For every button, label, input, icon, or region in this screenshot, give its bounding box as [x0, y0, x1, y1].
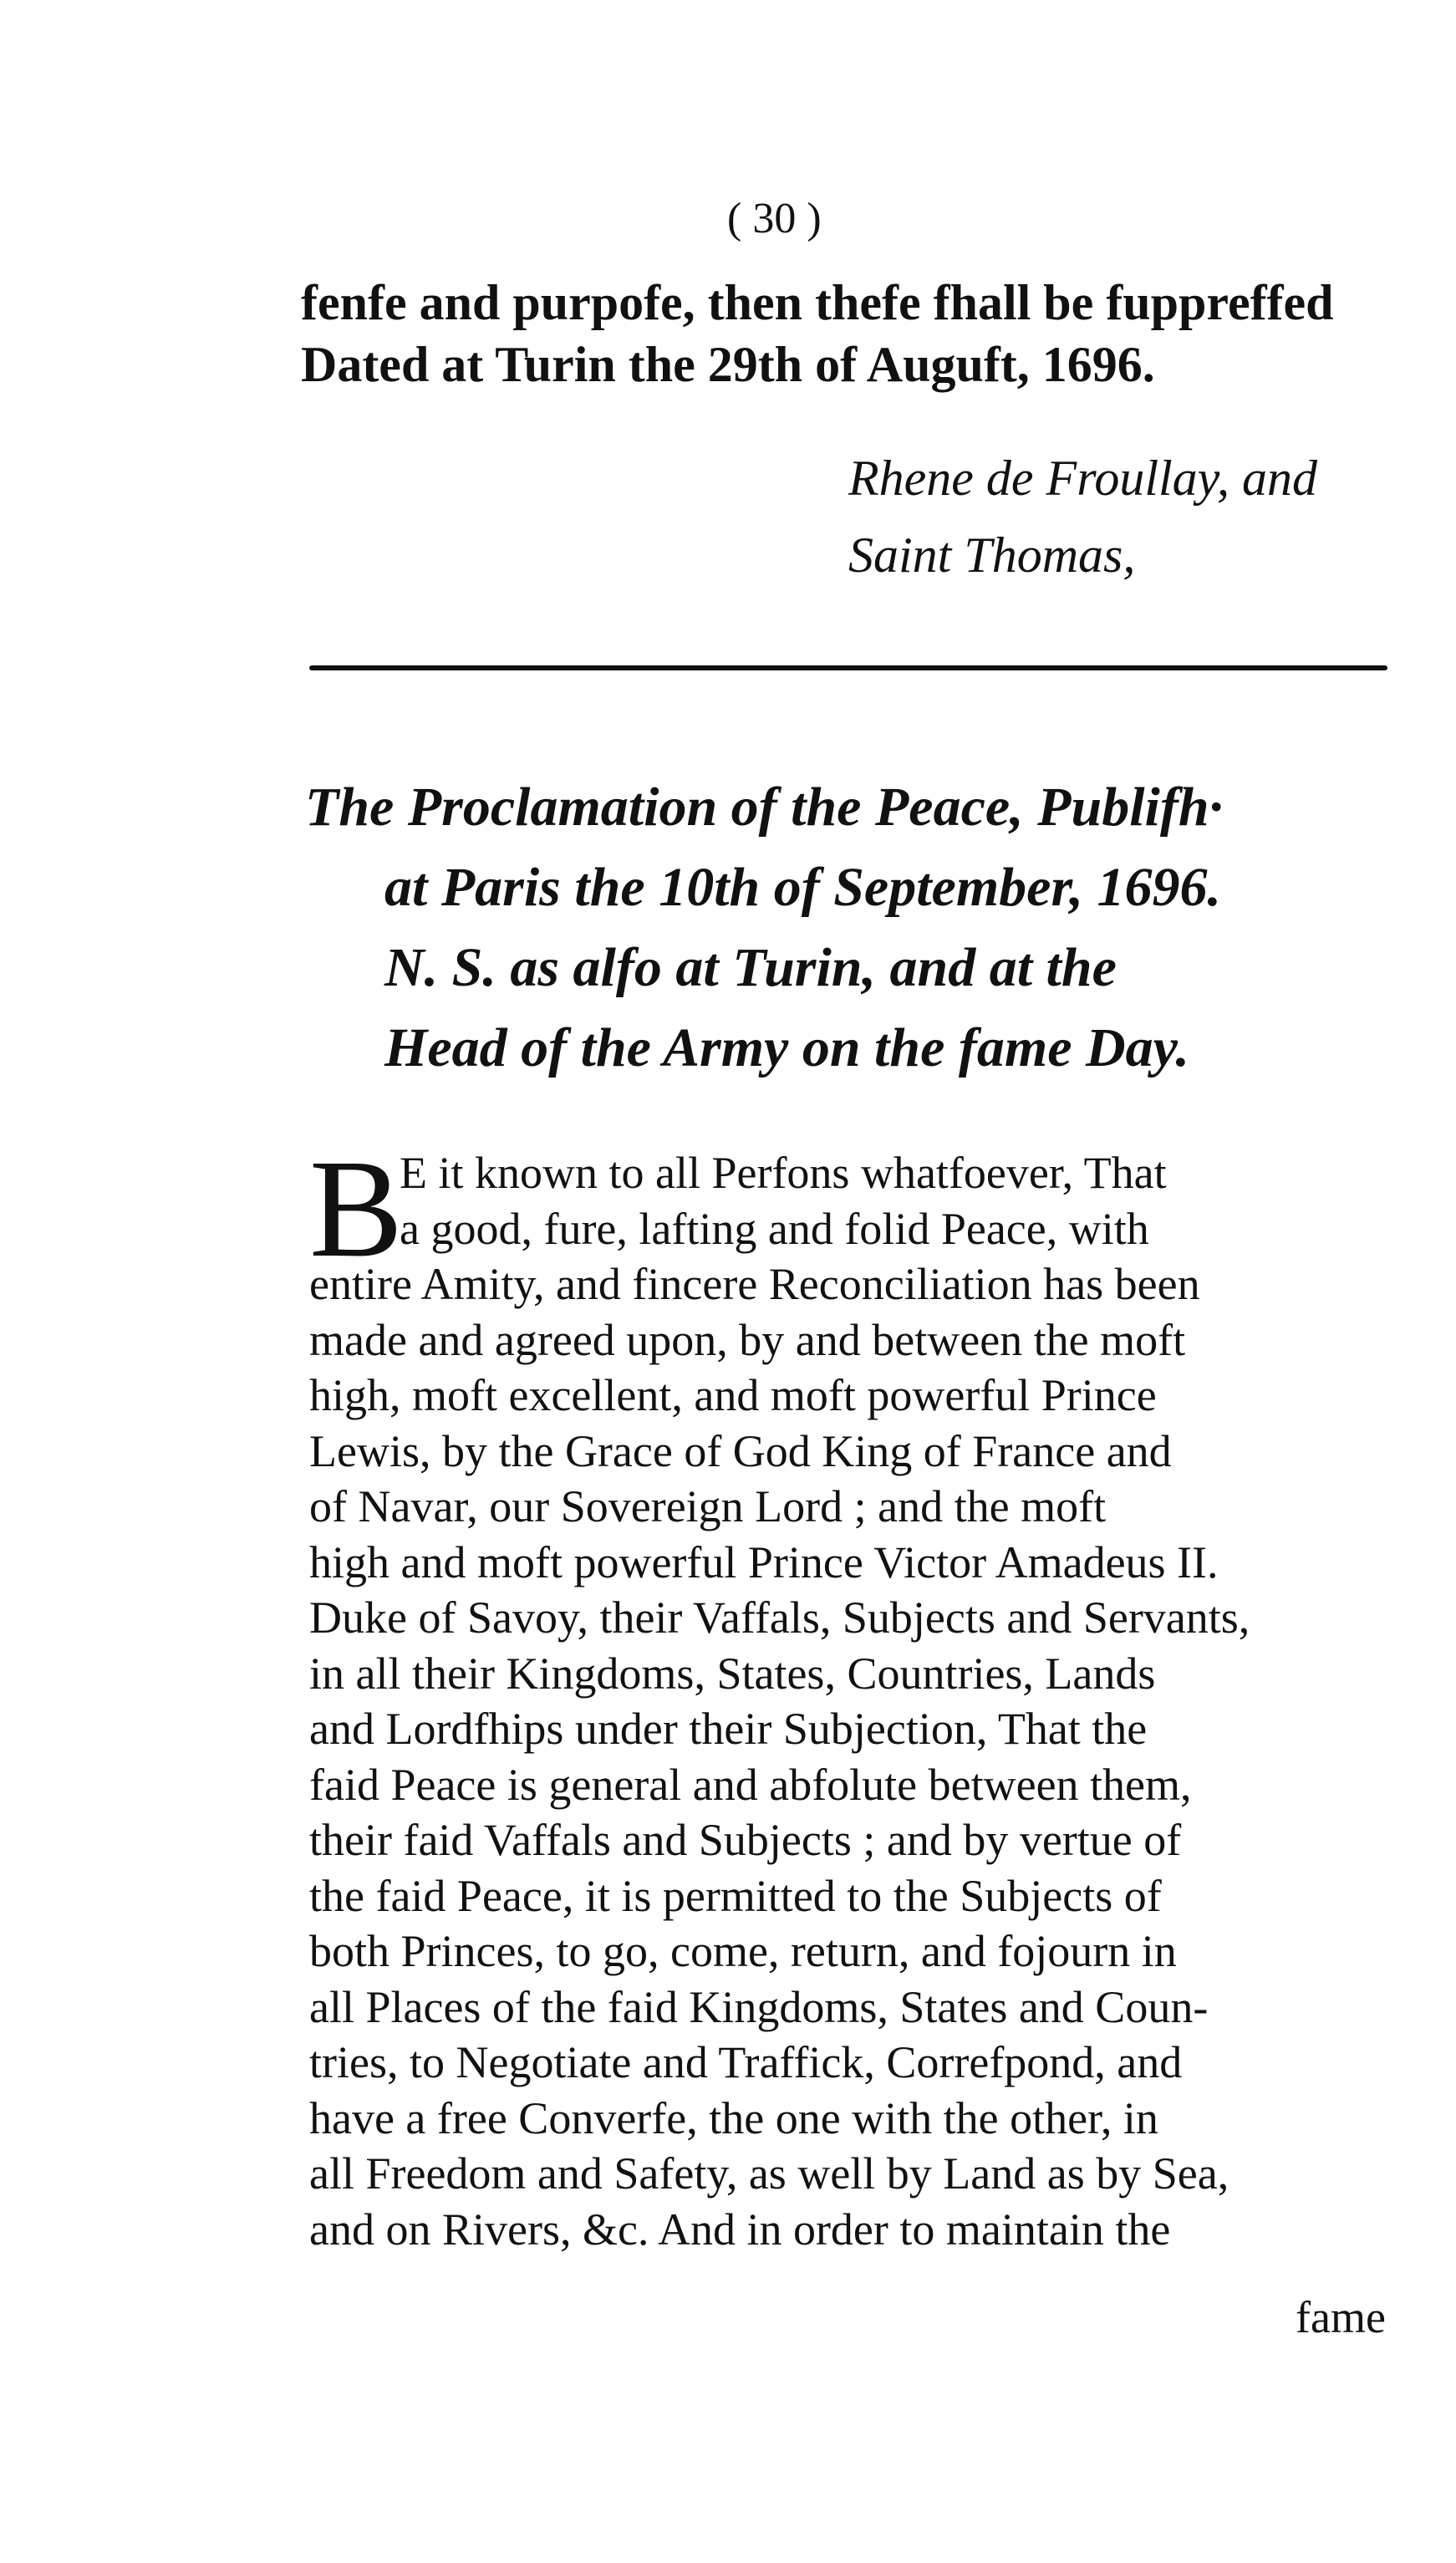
body-line: made and agreed upon, by and between the moft	[309, 1314, 1186, 1365]
dateline: Dated at Turin the 29th of Auguft, 1696.	[301, 337, 1155, 392]
proclamation-heading	[305, 767, 1417, 1088]
body-line: all Freedom and Safety, as well by Land as by Sea,	[309, 2148, 1229, 2199]
section-rule	[309, 665, 1387, 670]
body-line: have a free Converfe, the one with the other, in	[309, 2092, 1158, 2143]
body-line: tries, to Negotiate and Traffick, Correfpond, and	[309, 2037, 1183, 2087]
body-line: Lewis, by the Grace of God King of France and	[309, 1425, 1172, 1476]
body-line: high and moft powerful Prince Victor Amadeus II.	[309, 1536, 1219, 1587]
page-number: ( 30 )	[727, 195, 822, 242]
body-line: all Places of the faid Kingdoms, States and Coun-	[309, 1981, 1209, 2032]
body-line: Duke of Savoy, their Vaffals, Subjects and Servants,	[309, 1592, 1250, 1643]
body-line: the faid Peace, it is permitted to the Subjects of	[309, 1870, 1162, 1921]
closing-line: fenfe and purpofe, then thefe fhall be fuppreffed	[301, 275, 1334, 330]
body-line: their faid Vaffals and Subjects ; and by vertue of	[309, 1815, 1182, 1865]
closing-paragraph	[301, 272, 1413, 395]
body-line: E it known to all Perfons whatfoever, That	[400, 1148, 1167, 1198]
proclamation-body	[309, 1145, 1413, 2257]
signature-line: Saint Thomas,	[848, 527, 1136, 583]
heading-line: The Proclamation of the Peace, Publifh·	[305, 777, 1224, 838]
body-line: of Navar, our Sovereign Lord ; and the moft	[309, 1481, 1107, 1531]
body-line: entire Amity, and fincere Reconciliation has been	[309, 1259, 1200, 1309]
body-line: and Lordfhips under their Subjection, That the	[309, 1704, 1148, 1754]
body-line: and on Rivers, &c. And in order to maintain the	[309, 2204, 1171, 2255]
drop-cap: B	[309, 1131, 404, 1287]
body-line: in all their Kingdoms, States, Countries, Lands	[309, 1648, 1156, 1699]
signatures	[848, 440, 1317, 594]
catchword: fame	[1296, 2292, 1386, 2342]
body-line: faid Peace is general and abfolute between them,	[309, 1759, 1192, 1810]
body-line: a good, fure, lafting and folid Peace, with	[400, 1203, 1149, 1254]
signature-line: Rhene de Froullay, and	[848, 451, 1317, 506]
heading-line: at Paris the 10th of September, 1696.	[384, 857, 1222, 918]
body-line: both Princes, to go, come, return, and fojourn in	[309, 1926, 1177, 1976]
body-line: high, moft excellent, and moft powerful Prince	[309, 1370, 1157, 1420]
heading-line: Head of the Army on the fame Day.	[384, 1017, 1189, 1078]
heading-line: N. S. as alfo at Turin, and at the	[384, 937, 1117, 998]
